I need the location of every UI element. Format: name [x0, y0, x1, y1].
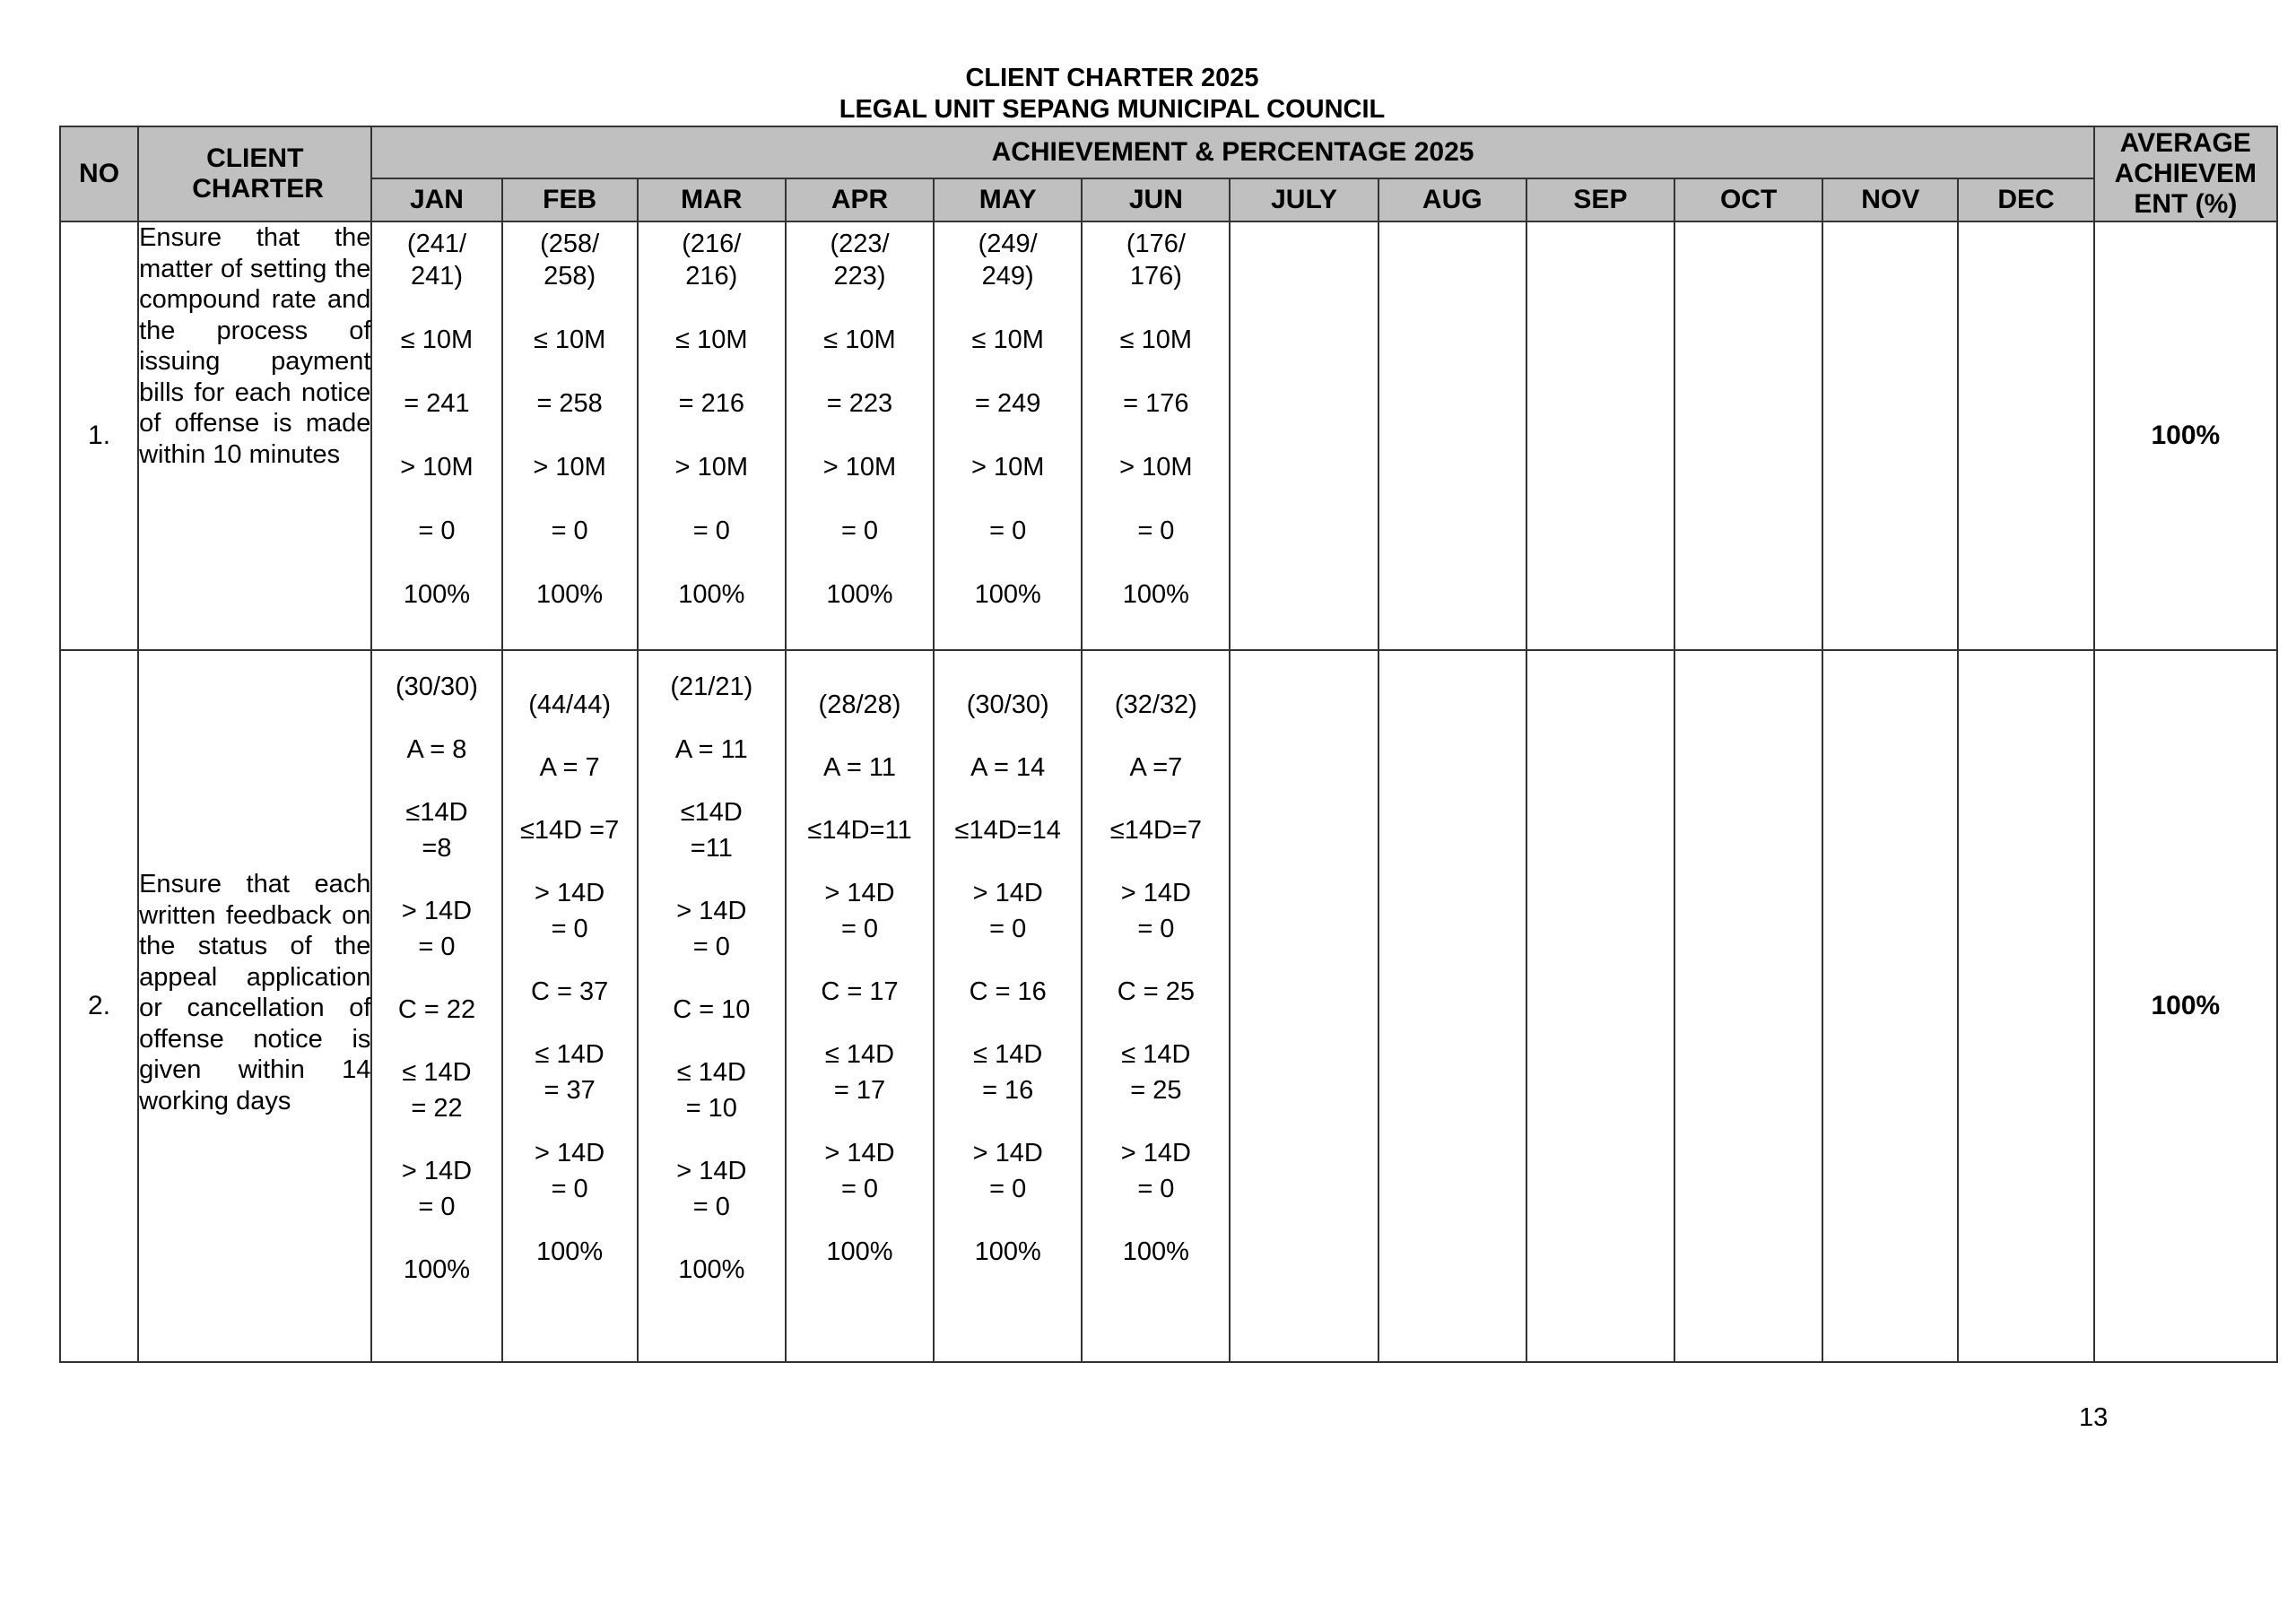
cell-line: ≤14D =7	[520, 816, 620, 845]
cell-line: (241/ 241)	[406, 230, 467, 291]
charter-description	[138, 650, 371, 1362]
cell-line: = 0	[551, 516, 588, 545]
empty-month-cell	[1958, 650, 2093, 1362]
empty-month-cell	[1674, 221, 1822, 650]
cell-line: 100%	[1122, 580, 1189, 609]
cell-line: = 0	[989, 516, 1027, 545]
cell-line: (28/28)	[818, 690, 901, 719]
cell-line: > 14D = 0	[824, 1139, 895, 1203]
cell-line: 100%	[403, 580, 471, 609]
cell-line: 100%	[826, 580, 893, 609]
cell-line: ≤ 10M	[533, 325, 606, 354]
cell-line: ≤ 14D = 16	[973, 1040, 1043, 1105]
cell-line: = 258	[536, 389, 603, 418]
cell-line: C = 22	[397, 995, 476, 1024]
cell-line: (249/ 249)	[978, 230, 1038, 291]
cell-line: > 10M	[1119, 453, 1193, 482]
cell-line: C = 25	[1117, 977, 1195, 1006]
empty-month-cell	[1526, 221, 1674, 650]
cell-line: > 10M	[400, 453, 474, 482]
month-cell	[1082, 221, 1230, 650]
month-cell	[638, 650, 786, 1362]
cell-line: 100%	[1122, 1237, 1189, 1266]
cell-line: = 223	[826, 389, 893, 418]
month-header-apr: APR	[786, 178, 934, 221]
cell-line: ≤ 10M	[823, 325, 896, 354]
month-cell	[934, 221, 1082, 650]
empty-month-cell	[1378, 650, 1526, 1362]
cell-line: 100%	[678, 580, 745, 609]
cell-line: > 14D = 0	[1120, 879, 1191, 943]
cell-line: > 14D = 0	[401, 1157, 473, 1221]
document-title: CLIENT CHARTER 2025	[965, 64, 1259, 92]
header-achievement: ACHIEVEMENT & PERCENTAGE 2025	[371, 126, 2093, 178]
month-cell	[786, 221, 934, 650]
month-cell	[934, 650, 1082, 1362]
cell-line: ≤ 14D = 37	[535, 1040, 604, 1105]
cell-line: (223/ 223)	[830, 230, 890, 291]
cell-line: = 249	[974, 389, 1041, 418]
cell-line: (176/ 176)	[1126, 230, 1186, 291]
cell-line: ≤ 14D = 17	[824, 1040, 895, 1105]
document-subtitle: LEGAL UNIT SEPANG MUNICIPAL COUNCIL	[839, 95, 1386, 124]
month-header-dec: DEC	[1958, 178, 2093, 221]
cell-line: A =7	[1129, 753, 1183, 782]
cell-line: = 241	[404, 389, 470, 418]
cell-line: ≤14D=7	[1109, 816, 1202, 845]
cell-line: > 14D = 0	[1120, 1139, 1191, 1203]
cell-line: 100%	[974, 580, 1041, 609]
cell-line: > 10M	[822, 453, 897, 482]
cell-line: > 10M	[970, 453, 1045, 482]
empty-month-cell	[1230, 221, 1378, 650]
page-number: 13	[2079, 1403, 2109, 1432]
month-header-jan: JAN	[371, 178, 501, 221]
cell-line: C = 17	[821, 977, 899, 1006]
cell-line: ≤ 10M	[400, 325, 474, 354]
cell-line: (216/ 216)	[682, 230, 742, 291]
cell-line: > 14D = 0	[972, 879, 1043, 943]
header-no: NO	[60, 126, 138, 221]
month-cell	[638, 221, 786, 650]
cell-line: (258/ 258)	[540, 230, 600, 291]
cell-line: > 14D = 0	[676, 897, 747, 961]
cell-line: C = 16	[969, 977, 1047, 1006]
cell-line: > 10M	[533, 453, 606, 482]
cell-line: > 14D = 0	[676, 1157, 747, 1221]
cell-line: ≤ 14D = 25	[1121, 1040, 1191, 1105]
cell-line: A = 7	[539, 753, 600, 782]
cell-line: > 14D = 0	[535, 879, 605, 943]
empty-month-cell	[1958, 221, 2093, 650]
empty-month-cell	[1822, 650, 1958, 1362]
cell-line: 100%	[536, 1237, 604, 1266]
cell-line: > 14D = 0	[972, 1139, 1043, 1203]
cell-line: C = 37	[531, 977, 609, 1006]
month-cell	[502, 221, 638, 650]
cell-line: A = 11	[674, 735, 748, 764]
empty-month-cell	[1674, 650, 1822, 1362]
cell-line: = 0	[418, 516, 456, 545]
month-cell	[502, 650, 638, 1362]
row-number: 1.	[60, 221, 138, 650]
cell-line: = 0	[1137, 516, 1175, 545]
cell-line: = 176	[1123, 389, 1189, 418]
cell-line: 100%	[678, 1255, 745, 1284]
cell-line: > 14D = 0	[401, 897, 473, 961]
average-value: 100%	[2094, 650, 2277, 1362]
month-header-oct: OCT	[1674, 178, 1822, 221]
month-header-mar: MAR	[638, 178, 786, 221]
month-header-jul: JULY	[1230, 178, 1378, 221]
cell-line: A = 8	[406, 735, 467, 764]
client-charter-table	[59, 126, 2278, 1363]
header-client-charter	[138, 126, 371, 221]
cell-line: = 216	[678, 389, 744, 418]
empty-month-cell	[1230, 650, 1378, 1362]
cell-line: ≤ 10M	[1119, 325, 1193, 354]
cell-line: > 14D = 0	[824, 879, 895, 943]
cell-line: 100%	[974, 1237, 1041, 1266]
header-average-label: AVERAGE ACHIEVEM ENT (%)	[2114, 128, 2257, 219]
header-average	[2094, 126, 2277, 221]
cell-line: ≤14D=14	[954, 816, 1061, 845]
cell-line: ≤14D =8	[405, 798, 468, 863]
cell-line: ≤ 10M	[675, 325, 748, 354]
cell-line: ≤14D=11	[807, 816, 912, 845]
charter-description-text: Ensure that each written feedback on the status of the appeal application or cancellation of offense notice is given within 14 working days	[139, 870, 371, 1115]
month-cell	[371, 650, 501, 1362]
cell-line: ≤14D =11	[680, 798, 743, 863]
cell-line: ≤ 14D = 22	[402, 1058, 472, 1123]
cell-line: (44/44)	[528, 690, 612, 719]
cell-line: 100%	[826, 1237, 893, 1266]
cell-line: ≤ 14D = 10	[676, 1058, 746, 1123]
month-cell	[786, 650, 934, 1362]
cell-line: A = 14	[970, 753, 1046, 782]
month-cell	[1082, 650, 1230, 1362]
month-header-sep: SEP	[1526, 178, 1674, 221]
table-row	[60, 221, 2277, 650]
cell-line: (21/21)	[670, 673, 753, 701]
cell-line: 100%	[403, 1255, 471, 1284]
average-value: 100%	[2094, 221, 2277, 650]
cell-line: (32/32)	[1114, 690, 1197, 719]
cell-line: C = 10	[673, 995, 751, 1024]
empty-month-cell	[1822, 221, 1958, 650]
cell-line: (30/30)	[966, 690, 1049, 719]
month-header-jun: JUN	[1082, 178, 1230, 221]
month-cell	[371, 221, 501, 650]
row-number: 2.	[60, 650, 138, 1362]
month-header-nov: NOV	[1822, 178, 1958, 221]
month-header-aug: AUG	[1378, 178, 1526, 221]
cell-line: A = 11	[823, 753, 896, 782]
cell-line: ≤ 10M	[971, 325, 1044, 354]
empty-month-cell	[1378, 221, 1526, 650]
cell-line: = 0	[692, 516, 730, 545]
month-header-feb: FEB	[502, 178, 638, 221]
empty-month-cell	[1526, 650, 1674, 1362]
charter-description: Ensure that the matter of setting the compound rate and the process of issuing payment bills for each notice of offense is made within 10 minutes	[138, 221, 371, 650]
month-header-may: MAY	[934, 178, 1082, 221]
cell-line: = 0	[840, 516, 879, 545]
cell-line: 100%	[536, 580, 604, 609]
header-client-charter-label: CLIENT CHARTER	[192, 143, 324, 204]
table-row	[60, 650, 2277, 1362]
cell-line: (30/30)	[396, 673, 478, 701]
cell-line: > 14D = 0	[535, 1139, 605, 1203]
cell-line: > 10M	[674, 453, 749, 482]
